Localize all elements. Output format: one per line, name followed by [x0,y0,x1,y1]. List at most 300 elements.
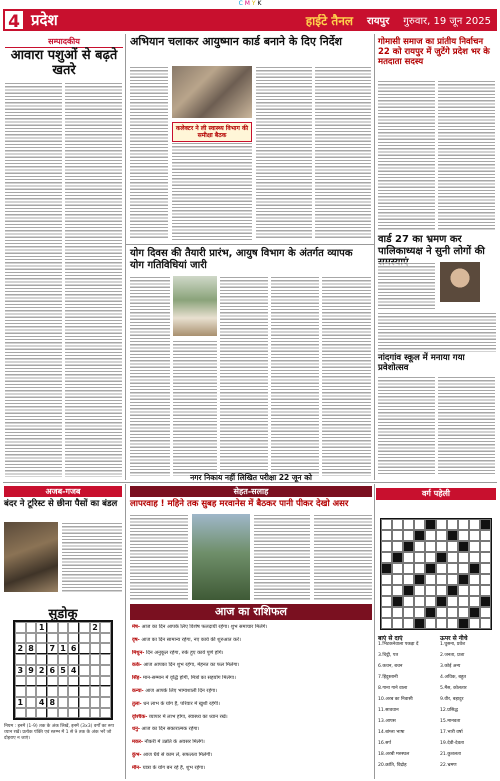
across-clue: 10.अरब का निवासी [378,697,413,702]
zodiac-sign-name: कर्क- [132,662,142,669]
sudoku-cell [79,697,90,708]
across-clue: 20.क्रांति, विद्रोह [378,763,407,768]
crossword-cell [480,596,491,607]
horoscope-entry [132,752,370,758]
crossword-cell [458,585,469,596]
crossword-cell [381,541,392,552]
sudoku-cell [68,686,79,696]
crossword-cell [436,596,447,607]
sudoku-cell [68,676,79,686]
zodiac-sign-name: मीन- [132,764,142,771]
crossword-cell [414,541,425,552]
across-clue: 8.गाना गाने वाला [378,686,408,691]
sudoku-cell [90,686,101,696]
crossword-cell [425,585,436,596]
sudoku-title: सुडोकू [48,607,78,622]
ward-body [378,262,435,310]
horoscope-text: आज का दिन सकारात्मक रहेगा। [141,726,200,733]
crossword-cell [436,552,447,563]
sudoku-cell [79,665,90,676]
zodiac-sign-name: कन्या- [132,688,144,694]
page-number: 4 [3,9,25,31]
zodiac-sign-name: सिंह- [132,675,142,682]
crossword-cell [392,585,403,596]
crossword-cell [425,563,436,574]
sudoku-cell [58,686,69,696]
down-clue: 9.वीर, बहादुर [440,697,464,702]
crossword-cell [469,618,480,629]
nandgaon-headline: नांदगांव स्कूल में मनाया गया प्रवेशोत्सव [378,353,465,373]
yoga-headline: योग दिवस की तैयारी प्रारंभ, आयुष विभाग के अंतर्गत व्यापक योग गतिविधियां जारी [130,248,353,271]
across-clue: 3.चिट्ठी, पत्र [378,653,398,658]
crossword-cell [436,541,447,552]
crossword-cell [403,541,414,552]
yoga-body [271,276,319,476]
crossword-cell [436,563,447,574]
crossword-cell [436,519,447,530]
edition-date: गुरुवार, 19 जून 2025 [403,16,491,27]
ayushman-body [130,66,168,240]
ayushman-body [315,66,371,240]
crossword-cell [414,574,425,585]
crossword-cell [414,607,425,618]
ward-headline: वार्ड 27 का भ्रमण कर पालिकाध्यक्ष ने सुनी लोगों की [378,234,485,257]
crossword-cell [392,607,403,618]
horoscope-text: मान-सम्मान में वृद्धि होगी, मित्रों का सहयोग मिलेगा। [143,675,236,682]
ayushman-body [172,142,252,240]
cmyk-c: C [238,0,243,7]
crossword-header: वर्ग पहेली [376,488,496,500]
crossword-cell [392,541,403,552]
crossword-cell [403,607,414,618]
sudoku-cell [68,697,79,708]
down-clue: 2.जनता, प्रजा [440,653,465,658]
sudoku-cell [100,708,111,718]
crossword-cell [480,618,491,629]
crossword-cell [469,541,480,552]
nandgaon-body [378,376,435,476]
crossword-cell [381,607,392,618]
crossword-cell [480,585,491,596]
across-clue: 7.हिंदुस्तानी [378,675,398,680]
sudoku-cell: 2 [90,622,101,633]
sudoku-cell: 1 [15,697,26,708]
crossword-cell [403,574,414,585]
sudoku-cell [15,654,26,664]
horoscope-entry [132,739,370,745]
crossword-cell [447,563,458,574]
sudoku-cell [100,654,111,664]
crossword-cell [381,574,392,585]
crossword-cell [469,519,480,530]
down-clue: 12.प्रसिद्ध [440,708,458,713]
ajab-gajab-banner: अजब-गजब [4,486,122,497]
portrait-photo [440,262,480,302]
crossword-cell [381,585,392,596]
crossword-cell [480,563,491,574]
sudoku-cell [100,697,111,708]
crossword-cell [458,607,469,618]
sudoku-cell [100,643,111,654]
crossword-cell [447,574,458,585]
down-clue: 21.कुशलता [440,752,461,757]
crossword-cell [425,607,436,618]
crossword-cell [403,530,414,541]
crossword-cell [414,563,425,574]
crossword-cell [392,552,403,563]
sudoku-cell [36,686,47,696]
sudoku-cell [58,697,69,708]
across-clue: 1.भिटकनेवाला पकड़ा दें [378,642,419,647]
sudoku-cell [58,633,69,643]
sudoku-cell [26,676,37,686]
crossword-cell [425,530,436,541]
crossword-cell [447,596,458,607]
yoga-body [173,340,217,476]
health-body [254,514,310,600]
crossword-cell [458,563,469,574]
sudoku-cell [68,633,79,643]
sudoku-cell [100,665,111,676]
sudoku-cell [15,676,26,686]
yoga-photo [173,276,217,336]
crossword-cell [458,530,469,541]
sudoku-cell [26,654,37,664]
sudoku-cell: 6 [47,665,58,676]
sudoku-cell [79,708,90,718]
crossword-cell [469,585,480,596]
sehat-salah-banner: सेहत-सलाह [130,486,372,497]
sudoku-cell [36,708,47,718]
crossword-cell [425,519,436,530]
crossword-cell [436,618,447,629]
sudoku-cell: 8 [26,643,37,654]
sudoku-cell [47,633,58,643]
zodiac-sign-name: मेष- [132,624,140,630]
sudoku-cell [26,622,37,633]
sudoku-cell [15,686,26,696]
crossword-cell [381,519,392,530]
crossword-cell [447,541,458,552]
crossword-cell [480,552,491,563]
crossword-cell [414,596,425,607]
crossword-cell [414,552,425,563]
sudoku-cell [79,643,90,654]
down-clue: 22.भ्रमण [440,763,457,768]
sudoku-cell [58,708,69,718]
sudoku-cell: 4 [68,665,79,676]
editorial-title: आवारा पशुओं से बढ़ते खतरे [10,48,118,78]
section-rule [126,244,374,245]
crossword-cell [458,519,469,530]
crossword-cell [392,519,403,530]
horoscope-text: नौकरी में उन्नति के अवसर मिलेंगे। [144,739,205,746]
cmyk-m: M [244,0,250,7]
down-clue: 15.मानवता [440,719,461,724]
horoscope-text: धन लाभ के योग हैं, परिवार में खुशी रहेगी। [143,700,220,707]
sudoku-cell [79,686,90,696]
crossword-cell [414,585,425,596]
sudoku-cell: 5 [58,665,69,676]
crossword-cell [381,596,392,607]
horoscope-text: आज का दिन आपके लिए विशेष फलदायी रहेगा। शुभ समाचार मिलेंगे। [141,624,268,630]
across-clue: 6.कथन, बचन [378,664,403,669]
horoscope-entry [132,714,370,720]
sudoku-cell: 2 [15,643,26,654]
sudoku-cell [58,622,69,633]
sudoku-cell: 4 [36,697,47,708]
horoscope-entry [132,675,370,681]
zodiac-sign-name: वृश्चिक- [132,713,148,720]
sudoku-cell: 2 [36,665,47,676]
across-clue: 18.अरबी मरुस्थल [378,752,410,757]
horoscope-text: दिन अनुकूल रहेगा, रुके हुए कार्य पूर्ण होंगे। [145,649,224,656]
crossword-cell [436,574,447,585]
horoscope-text: यात्रा के योग बन रहे हैं, शुभ रहेगा। [142,764,206,771]
sudoku-grid [13,620,113,720]
across-clue: 13.आपस [378,719,396,724]
sudoku-cell [58,654,69,664]
sudoku-cell: 3 [15,665,26,676]
sudoku-cell [90,676,101,686]
sudoku-cell [36,643,47,654]
crossword-cell [403,563,414,574]
health-photo [192,514,250,600]
down-clue: 4.अधिक, बहुत [440,675,467,680]
sudoku-cell [100,622,111,633]
down-clue: 3.कोई अन्य [440,664,461,669]
across-clue: 11.सावधान [378,708,399,713]
horoscope-text: आज आपके लिए भाग्यशाली दिन रहेगा। [145,688,218,694]
horoscope-text: आज धैर्य से काम लें, सफलता मिलेगी। [143,752,213,758]
crossword-cell [480,530,491,541]
gomasi-headline: गोमासी समाज का प्रांतीय निर्वाचन 22 को रायपुर में जुटेंगे प्रदेश भर के मतदाता सदस्य [378,37,490,67]
health-body [314,514,372,600]
horoscope-entry [132,688,370,694]
sudoku-cell [15,633,26,643]
gomasi-body [438,80,495,230]
crossword-cell [447,519,458,530]
zodiac-sign-name: तुला- [132,700,142,707]
sudoku-cell: 9 [26,665,37,676]
crossword-cell [458,618,469,629]
monkey-headline: बंदर ने टूरिस्ट से छीना पैसों का बंडल [4,499,118,509]
horoscope-text: आज का दिन सामान्य रहेगा, नए कार्य की शुरुआत करें। [141,636,241,643]
sudoku-cell [15,622,26,633]
sudoku-cell [36,654,47,664]
horoscope-text: व्यापार में लाभ होगा, स्वास्थ्य का ध्यान रखें। [148,713,228,720]
editorial-label: सम्पादकीय [5,36,123,48]
crossword-cell [392,574,403,585]
column-rule [374,484,375,779]
crossword-cell [447,618,458,629]
crossword-cell [425,574,436,585]
across-title: बाएं से दाएं [378,635,403,642]
nandgaon-body [438,376,495,476]
section-title: प्रदेश [31,11,58,29]
crossword-cell [403,596,414,607]
crossword-cell [425,552,436,563]
sudoku-cell: 8 [47,697,58,708]
sudoku-cell [47,622,58,633]
horoscope-entry [132,701,370,707]
horoscope-entry [132,765,370,771]
crossword-cell [469,563,480,574]
sudoku-cell [90,643,101,654]
edition-city: रायपुर [367,16,390,27]
sudoku-cell [26,633,37,643]
sudoku-cell [90,633,101,643]
crossword-cell [447,585,458,596]
crossword-cell [392,596,403,607]
crossword-cell [469,530,480,541]
column-rule [374,34,375,480]
sudoku-cell [100,676,111,686]
sudoku-cell [90,654,101,664]
crossword-cell [403,519,414,530]
crossword-cell [436,585,447,596]
sudoku-cell [47,676,58,686]
crossword-cell [480,574,491,585]
crossword-cell [480,519,491,530]
sudoku-cell: 7 [47,643,58,654]
cmyk-y: Y [251,0,256,7]
sudoku-cell [68,708,79,718]
yoga-body [322,276,371,476]
zodiac-sign-name: मकर- [132,739,143,746]
meeting-photo [172,66,252,118]
yoga-body [220,276,268,476]
zodiac-sign-name: मिथुन- [132,649,145,656]
crossword-cell [414,519,425,530]
crossword-cell [381,618,392,629]
crossword-cell [425,618,436,629]
crossword-cell [469,607,480,618]
zodiac-sign-name: कुंभ- [132,752,142,758]
ayushman-headline: अभियान चलाकर आयुष्मान कार्ड बनाने के दिए निर्देश [130,35,343,48]
crossword-cell [414,530,425,541]
crossword-cell [458,596,469,607]
horoscope-title: आज का राशिफल [130,604,372,620]
sudoku-cell [47,708,58,718]
crossword-cell [436,607,447,618]
crossword-cell [381,552,392,563]
ward-body [378,312,496,352]
sudoku-rules: नियम : इनमें (1-9) तक के अंक लिखें, इनमें (3x3) वर्गों का रूप ध्यान रखें। प्रत्येक पंक्ति एवं स्तम्भ में 1 से 9 तक के अंक भरें जो दोहराए न जाएं। [4,724,115,741]
sudoku-cell [36,676,47,686]
sudoku-cell [90,665,101,676]
sudoku-cell [58,676,69,686]
down-clue: 1.घुसना, प्रवेश [440,642,466,647]
down-clue: 17.भारी वर्षा [440,730,463,735]
crossword-cell [469,552,480,563]
across-clue: 16.सर्प [378,741,392,746]
sudoku-cell: 6 [68,643,79,654]
crossword-cell [392,530,403,541]
crossword-cell [414,618,425,629]
horoscope-text: आज आपका दिन शुभ रहेगा, मेहनत का फल मिलेगा। [143,662,240,669]
sudoku-cell [68,622,79,633]
crossword-cell [436,530,447,541]
sudoku-cell [79,676,90,686]
sudoku-cell [90,697,101,708]
crossword-cell [392,618,403,629]
sudoku-cell [100,633,111,643]
sudoku-cell [100,686,111,696]
print-color-strip [0,0,500,8]
horoscope-entry [132,726,370,732]
crossword-cell [425,541,436,552]
sudoku-cell [47,654,58,664]
crossword-cell [458,552,469,563]
column-rule [125,484,126,779]
sudoku-cell [68,654,79,664]
crossword-cell [403,618,414,629]
crossword-cell [480,607,491,618]
yoga-body [130,276,170,476]
sudoku-cell: 1 [36,622,47,633]
sudoku-cell [79,633,90,643]
editorial-body-col1 [5,82,62,477]
crossword-cell [458,574,469,585]
crossword-cell [381,563,392,574]
health-body [130,514,188,600]
crossword-cell [447,607,458,618]
crossword-cell [480,541,491,552]
horoscope-entry [132,662,370,668]
down-clue: 5.मैंस, कोलतार [440,686,467,691]
horoscope-entry [132,637,370,643]
crossword-cell [403,585,414,596]
sudoku-cell [36,633,47,643]
sudoku-cell [26,708,37,718]
monkey-body [62,522,122,592]
horoscope-entry [132,650,370,656]
crossword-cell [403,552,414,563]
crossword-cell [425,596,436,607]
crossword-cell [447,552,458,563]
masthead [3,9,497,31]
crossword-grid [380,518,492,630]
sudoku-cell [90,708,101,718]
brand-name: हाईटे तैनल [305,13,354,28]
crossword-cell [469,574,480,585]
crossword-cell [381,530,392,541]
crossword-cell [469,596,480,607]
nagar-headline: नगर निकाय नहीं लिखित परीक्षा 22 जून को [190,473,312,482]
zodiac-sign-name: वृष- [132,636,140,643]
sudoku-cell [15,708,26,718]
crossword-cell [392,563,403,574]
down-clue: 19.देवी-देवता [440,741,464,746]
zodiac-sign-name: धनु- [132,726,140,733]
sudoku-cell [79,654,90,664]
health-headline: लापरवाह ! महिने तक सुबह मरवानेस में बैठकर पानी पीकर देखो असर [130,499,349,509]
sudoku-cell [26,697,37,708]
monkey-photo [4,522,58,592]
crossword-cell [447,530,458,541]
down-title: ऊपर से नीचे [440,635,468,642]
cmyk-k: K [257,0,262,7]
sudoku-cell: 1 [58,643,69,654]
horoscope-entry [132,624,370,630]
sudoku-cell [26,686,37,696]
ayushman-callout: कलेक्टर ने ली स्वास्थ्य विभाग की समीक्षा बैठक [172,122,252,142]
sudoku-cell [47,686,58,696]
ayushman-body [256,66,312,240]
crossword-cell [458,541,469,552]
gomasi-body [378,80,435,230]
